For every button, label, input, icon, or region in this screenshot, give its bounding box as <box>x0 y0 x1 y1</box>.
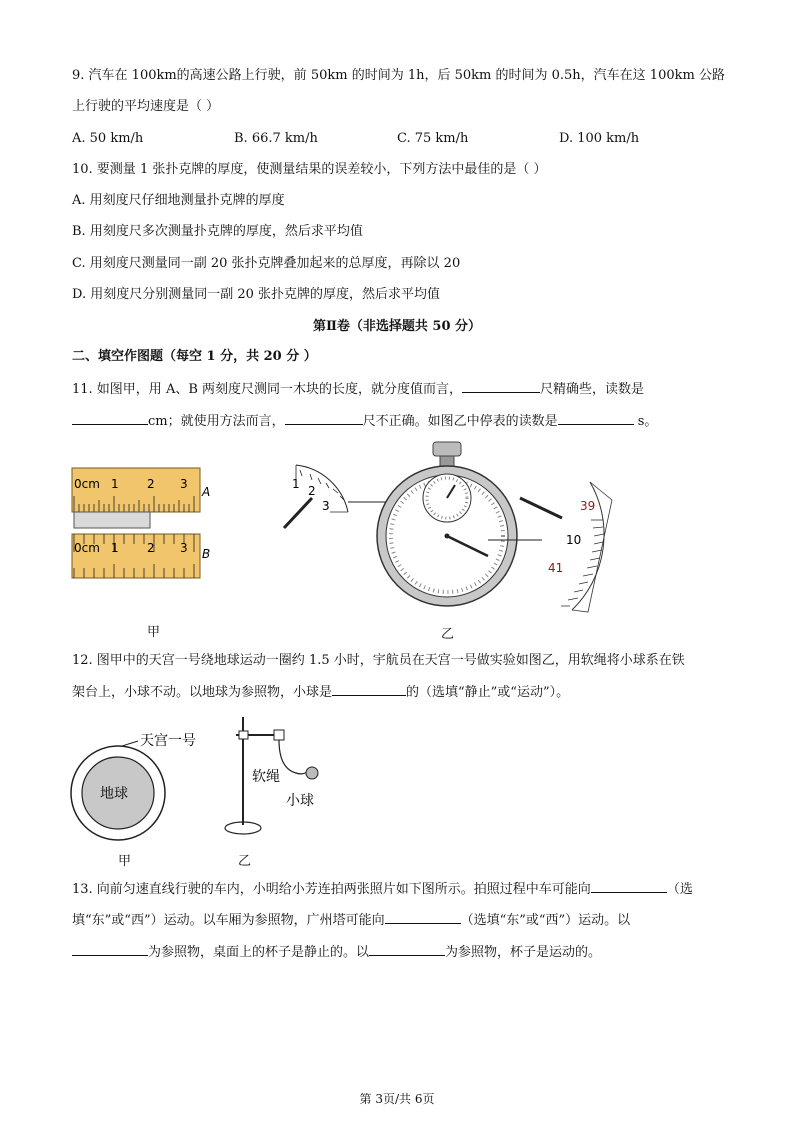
q11-line1 <box>72 380 644 399</box>
ruler-b-tick-0: 0cm <box>74 541 100 555</box>
big-dial-tick-10: 10 <box>566 533 582 547</box>
big-dial-tick-39: 39 <box>580 499 596 513</box>
q11-blank-1[interactable] <box>462 380 540 393</box>
page-footer: 第 3页/共 6页 <box>359 1092 435 1106</box>
q11-text-e: s。 <box>633 414 658 429</box>
fig11-caption-jia: 甲 <box>147 625 161 640</box>
q13-line1 <box>72 880 693 899</box>
small-dial-tick-1: 1 <box>292 477 300 491</box>
q13-text-1b: （选 <box>666 882 693 897</box>
q12-line2 <box>72 683 569 702</box>
big-dial-tick-41: 41 <box>548 561 564 575</box>
small-ball <box>306 767 318 779</box>
q13-text-1a: 13. 向前匀速直线行驶的车内，小明给小芳连拍两张照片如下图所示。拍照过程中车可能向 <box>72 882 591 897</box>
fig11-caption-yi: 乙 <box>441 627 455 642</box>
small-dial-tick-2: 2 <box>308 484 316 498</box>
q13-blank-2[interactable] <box>385 911 461 924</box>
ruler-a-tick-0: 0cm <box>74 477 100 491</box>
stopwatch-figure <box>270 440 640 615</box>
q9-option-c: C. 75 km/h <box>397 131 469 146</box>
wood-block <box>74 512 150 528</box>
ruler-b-label: B <box>202 547 211 561</box>
q12-text-b: 的（选填“静止”或“运动”）。 <box>406 685 570 700</box>
ruler-b-tick-2: 2 <box>147 541 155 555</box>
q13-line2 <box>72 911 630 930</box>
rope-label: 软绳 <box>252 769 280 785</box>
q11-blank-2[interactable] <box>72 412 148 425</box>
q13-line3 <box>72 943 601 962</box>
soft-rope <box>279 740 308 774</box>
ruler-b-tick-3: 3 <box>180 541 188 555</box>
q11-blank-4[interactable] <box>558 412 634 425</box>
fig12-caption-yi: 乙 <box>238 854 252 869</box>
ruler-a-tick-1: 1 <box>111 477 119 491</box>
ruler-b-tick-1: 1 <box>111 541 119 555</box>
q13-blank-3[interactable] <box>72 943 148 956</box>
q9-option-b: B. 66.7 km/h <box>234 131 318 146</box>
small-dial-tick-3: 3 <box>322 499 330 513</box>
q13-text-2a: 填“东”或“西”）运动。以车厢为参照物，广州塔可能向 <box>72 913 385 928</box>
q12-text-a: 架台上，小球不动。以地球为参照物，小球是 <box>72 685 333 700</box>
q12-figure <box>60 715 340 845</box>
ball-label: 小球 <box>286 793 314 809</box>
ruler-a-tick-2: 2 <box>147 477 155 491</box>
rulers-figure <box>60 460 230 585</box>
q10-option-a: A. 用刻度尺仔细地测量扑克牌的厚度 <box>72 193 285 208</box>
tiangong-label: 天宫一号 <box>140 733 196 749</box>
q11-text-c: cm；就使用方法而言， <box>148 414 285 429</box>
q13-text-3b: 为参照物，杯子是运动的。 <box>445 945 602 960</box>
stopwatch-crown <box>433 442 461 456</box>
part2-heading: 二、填空作图题（每空 1 分，共 20 分 ） <box>72 349 317 364</box>
q10-stem: 10. 要测量 1 张扑克牌的厚度，使测量结果的误差较小，下列方法中最佳的是（ ） <box>72 162 547 177</box>
fig12-caption-jia: 甲 <box>118 854 132 869</box>
big-dial-needle <box>520 498 562 518</box>
ruler-a-label: A <box>202 485 211 499</box>
section-title: 第Ⅱ卷（非选择题共 50 分） <box>312 319 482 334</box>
q13-text-2b: （选填“东”或“西”）运动。以 <box>460 913 631 928</box>
q11-text-a: 11. 如图甲，用 A、B 两刻度尺测同一木块的长度，就分度值而言， <box>72 382 463 397</box>
q9-option-a: A. 50 km/h <box>72 131 144 146</box>
q11-text-d: 尺不正确。如图乙中停表的读数是 <box>362 414 558 429</box>
q9-line2: 上行驶的平均速度是（ ） <box>72 99 220 114</box>
q10-option-b: B. 用刻度尺多次测量扑克牌的厚度，然后求平均值 <box>72 224 363 239</box>
q12-blank[interactable] <box>332 683 406 696</box>
q12-line1: 12. 图甲中的天宫一号绕地球运动一圈约 1.5 小时，宇航员在天宫一号做实验如图乙，用软绳将小球系在铁 <box>72 653 685 668</box>
q11-blank-3[interactable] <box>285 412 363 425</box>
q11-text-b: 尺精确些，读数是 <box>540 382 645 397</box>
q10-option-c: C. 用刻度尺测量同一副 20 张扑克牌叠加起来的总厚度，再除以 20 <box>72 256 461 271</box>
small-dial-needle <box>284 498 312 528</box>
ruler-a-tick-3: 3 <box>180 477 188 491</box>
q13-blank-1[interactable] <box>591 880 667 893</box>
earth-label: 地球 <box>100 786 128 802</box>
q9-line1: 9. 汽车在 100km的高速公路上行驶，前 50km 的时间为 1h，后 50km 的时间为 0.5h，汽车在这 100km 公路 <box>72 68 725 83</box>
q13-text-3a: 为参照物，桌面上的杯子是静止的。以 <box>148 945 370 960</box>
q9-option-d: D. 100 km/h <box>559 131 640 146</box>
q11-line2 <box>72 412 657 431</box>
q13-blank-4[interactable] <box>369 943 445 956</box>
q10-option-d: D. 用刻度尺分别测量同一副 20 张扑克牌的厚度，然后求平均值 <box>72 287 441 302</box>
